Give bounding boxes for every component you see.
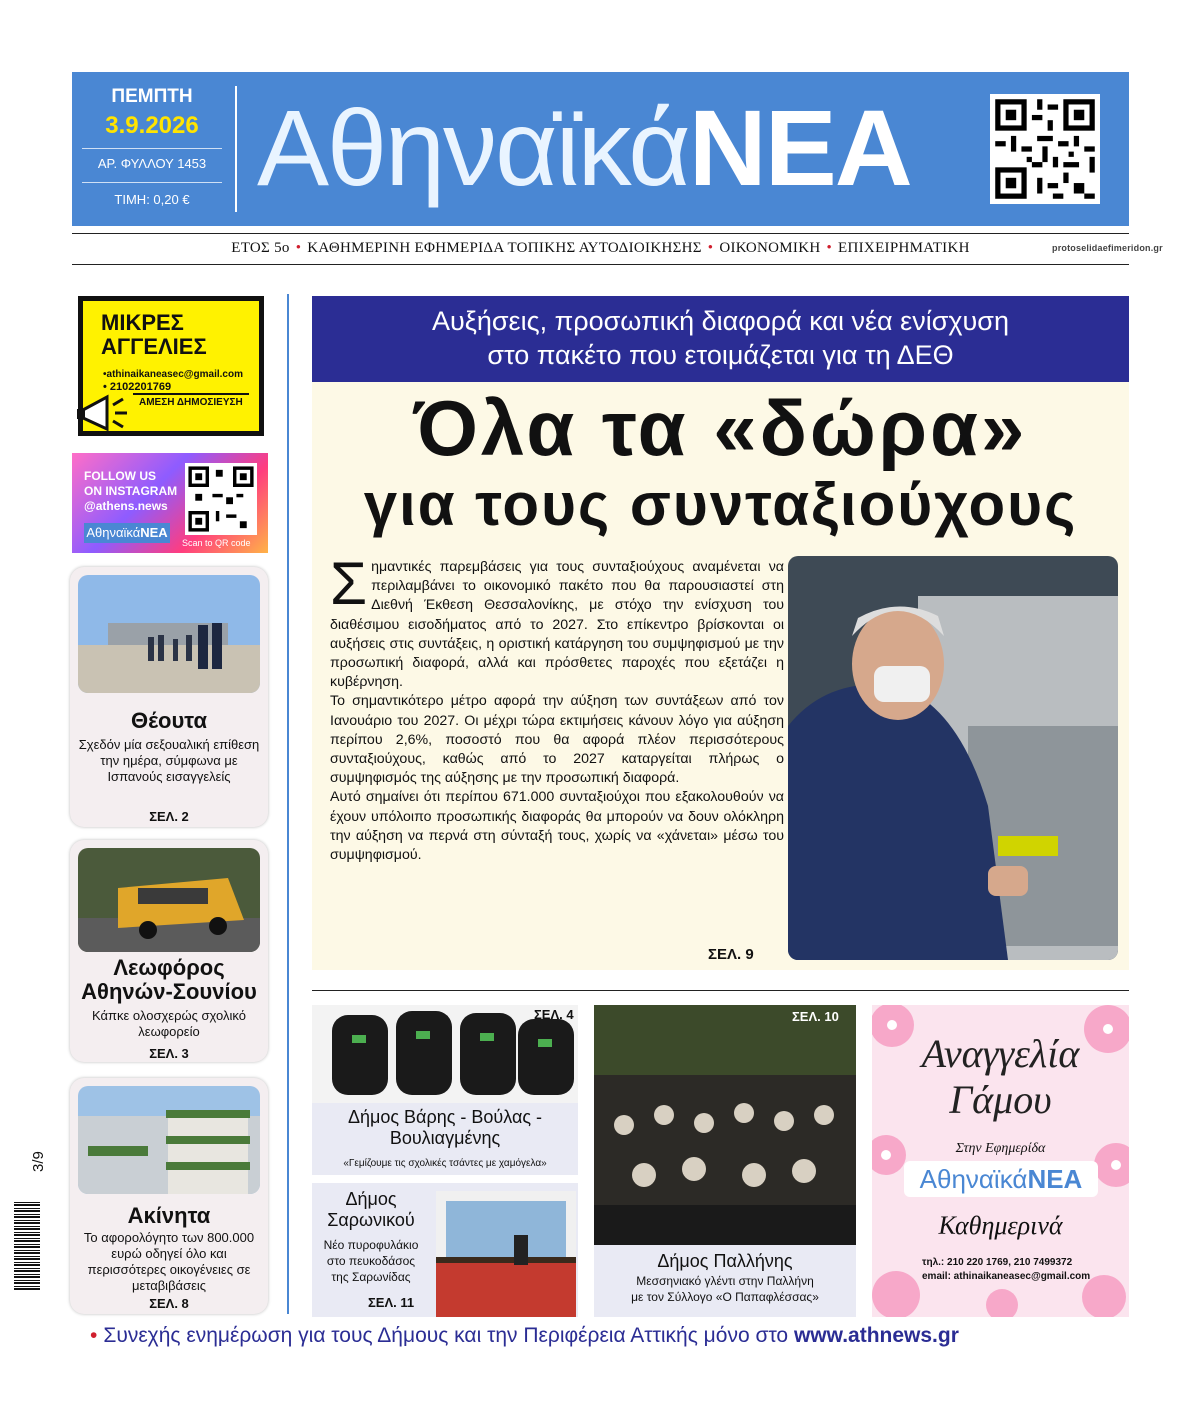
divider bbox=[72, 264, 1129, 265]
issue-number: ΑΡ. ΦΥΛΛΟΥ 1453 bbox=[97, 156, 207, 171]
issue-date: 3.9.2026 bbox=[105, 112, 199, 139]
story-paragraph: Αυτό σημαίνει ότι περίπου 671.000 συνταξιούχοι που εξακολουθούν να έχουν υπόλοιπο προσωπικής διαφοράς θα μπορούν να δουν ολόκληρη την αύξηση να περνά στη σύνταξή τους, χωρίς να «χάνεται» μέσω του συμψηφισμού. bbox=[330, 789, 784, 864]
side-story-text: Το αφορολόγητο των 800.000 ευρώ οδηγεί όλο και περισσότερες οικογένειες σε μεταβιβάσεις bbox=[83, 1230, 255, 1293]
classifieds-badge: ΑΜΕΣΗ ΔΗΜΟΣΙΕΥΣΗ bbox=[133, 393, 249, 410]
kicker-line: Αυξήσεις, προσωπική διαφορά και νέα ενίσχυση bbox=[432, 306, 1009, 336]
page-ref: ΣΕΛ. 8 bbox=[149, 1296, 189, 1311]
instagram-line: ON INSTAGRAM bbox=[84, 484, 178, 498]
page-ref: ΣΕΛ. 3 bbox=[149, 1046, 189, 1061]
divider bbox=[312, 990, 1129, 991]
logo-bold: ΝΕΑ bbox=[1027, 1164, 1083, 1194]
side-story-text: Σχεδόν μία σεξουαλική επίθεση την ημέρα, σύμφωνα με Ισπανούς εισαγγελείς bbox=[78, 737, 260, 784]
wedding-note: Στην Εφημερίδα bbox=[955, 1141, 1046, 1156]
classifieds-box bbox=[78, 296, 264, 436]
classifieds-email: •athinaikaneasec@gmail.com bbox=[103, 369, 243, 380]
barcode-icon bbox=[14, 1200, 40, 1290]
side-story-photo bbox=[78, 1086, 260, 1194]
kicker-line: στο πακέτο που ετοιμάζεται για τη ΔΕΘ bbox=[487, 340, 954, 370]
megaphone-icon bbox=[77, 391, 129, 435]
wedding-title bbox=[872, 1031, 1129, 1123]
bottom-story-subtitle bbox=[594, 1273, 856, 1305]
main-headline: Όλα τα «δώρα» bbox=[413, 384, 1028, 472]
instagram-promo[interactable] bbox=[72, 453, 268, 553]
main-story-body bbox=[330, 550, 784, 865]
bullet-icon: • bbox=[826, 240, 833, 256]
newspaper-logo-small bbox=[84, 523, 170, 543]
wedding-title-line: Γάμου bbox=[949, 1077, 1052, 1122]
instagram-handle: @athens.news bbox=[84, 499, 168, 513]
side-story-photo bbox=[78, 575, 260, 693]
tagline bbox=[72, 240, 1129, 257]
classifieds-title-line: ΑΓΓΕΛΙΕΣ bbox=[101, 334, 207, 359]
bottom-story-saronikos[interactable] bbox=[312, 1183, 578, 1317]
issue-info bbox=[72, 72, 232, 226]
tagline-item: ΕΠΙΧΕΙΡΗΜΑΤΙΚΗ bbox=[838, 240, 970, 256]
bullet-icon: • bbox=[707, 240, 714, 256]
instagram-scan-hint: Scan to QR code bbox=[182, 538, 251, 548]
masthead bbox=[72, 72, 1129, 226]
bottom-story-title: Δήμος Βάρης - Βούλας - Βουλιαγμένης bbox=[347, 1107, 543, 1148]
wedding-email: email: athinaikaneasec@gmail.com bbox=[922, 1271, 1091, 1282]
footer-banner bbox=[90, 1324, 1130, 1348]
divider bbox=[72, 233, 1129, 234]
tagline-item: ΕΤΟΣ 5ο bbox=[231, 240, 290, 256]
page-ref: ΣΕΛ. 4 bbox=[534, 1007, 574, 1022]
logo-light: Αθηναϊκά bbox=[919, 1164, 1028, 1194]
qr-code-icon bbox=[990, 94, 1100, 204]
side-story-text: Κάπκε ολοσχερώς σχολικό λεωφορείο bbox=[92, 1008, 246, 1039]
bullet-icon: • bbox=[90, 1324, 98, 1347]
page-ref: ΣΕΛ. 2 bbox=[149, 809, 189, 824]
side-story-card[interactable] bbox=[70, 1078, 268, 1314]
subtitle-line: με τον Σύλλογο «Ο Παπαφλέσσας» bbox=[631, 1290, 819, 1304]
instagram-line: FOLLOW US bbox=[84, 469, 156, 483]
instagram-text bbox=[84, 469, 177, 514]
subtitle-line: Μεσσηνιακό γλέντι στην Παλλήνη bbox=[636, 1274, 814, 1288]
classifieds-phone: • 2102201769 bbox=[103, 381, 172, 393]
source-watermark: protoselidaefimeridon.gr bbox=[1052, 243, 1163, 253]
issue-day: ΠΕΜΠΤΗ bbox=[111, 86, 193, 107]
side-story-title: Θέουτα bbox=[130, 708, 207, 733]
main-story-photo bbox=[788, 556, 1118, 960]
logo-light: Αθηναϊκά bbox=[86, 525, 141, 540]
bottom-story-photo bbox=[594, 1005, 856, 1245]
newspaper-logo bbox=[257, 78, 967, 218]
side-story-card[interactable] bbox=[70, 840, 268, 1062]
issue-price: ΤΙΜΗ: 0,20 € bbox=[114, 192, 190, 207]
bottom-story-subtitle: «Γεμίζουμε τις σχολικές τσάντες με χαμόγελα» bbox=[343, 1158, 547, 1169]
drop-cap: Σ bbox=[330, 550, 368, 617]
story-paragraph: Το σημαντικότερο μέτρο αφορά την αύξηση των συντάξεων από τον Ιανουάριο του 2027. Οι μέχρι τώρα εκτιμήσεις κάνουν λόγο για αύξηση περίπου 2,6%, ποσοστό που θα αφορά πλέον περισσότερους συνταξιούχους, καθώς από το 2027 καταργείται πλήρως ο συμψηφισμός της αύξησης με την προσωπική διαφορά. bbox=[330, 693, 784, 787]
story-paragraph: ημαντικές παρεμβάσεις για τους συνταξιούχους αναμένεται να περιλαμβάνει το οικονομικό πακέτο που θα παρουσιαστεί στη Διεθνή Έκθεση Θεσσαλονίκης, με στόχο την ενίσχυση του διαθέσιμου εισοδήματος από το 2027. Στο επίκεντρο βρίσκονται οι αυξήσεις στις συντάξεις, η οριστική κατάργηση του συμψηφισμού με την προσωπική διαφορά, αλλά και πρόσθετες παροχές που εξετάζει η κυβέρνηση. bbox=[330, 559, 784, 691]
tagline-item: ΚΑΘΗΜΕΡΙΝΗ ΕΦΗΜΕΡΙΔΑ ΤΟΠΙΚΗΣ ΑΥΤΟΔΙΟΙΚΗΣΗΣ bbox=[307, 240, 702, 256]
logo-bold: ΝΕΑ bbox=[688, 87, 911, 208]
spine-date: 3/9 bbox=[30, 1151, 47, 1172]
bottom-story-title: Δήμος Σαρωνικού bbox=[327, 1189, 415, 1230]
side-story-card[interactable] bbox=[70, 567, 268, 827]
qr-code-icon bbox=[185, 463, 257, 535]
tagline-item: ΟΙΚΟΝΟΜΙΚΗ bbox=[719, 240, 821, 256]
logo-light: Αθηναϊκά bbox=[257, 87, 689, 208]
side-story-photo bbox=[78, 848, 260, 952]
classifieds-title bbox=[101, 311, 207, 359]
page-ref: ΣΕΛ. 9 bbox=[708, 946, 754, 963]
side-story-title: Λεωφόρος Αθηνών-Σουνίου bbox=[81, 955, 257, 1004]
divider bbox=[82, 182, 222, 183]
footer-link[interactable]: www.athnews.gr bbox=[793, 1324, 959, 1347]
side-story-title: Ακίνητα bbox=[127, 1203, 211, 1228]
page-ref: ΣΕΛ. 11 bbox=[368, 1295, 415, 1310]
main-story bbox=[312, 382, 1129, 970]
divider bbox=[235, 86, 237, 212]
page-ref: ΣΕΛ. 10 bbox=[792, 1009, 839, 1024]
wedding-frequency: Καθημερινά bbox=[938, 1211, 1063, 1240]
column-divider bbox=[287, 294, 289, 1314]
divider bbox=[82, 148, 222, 149]
classifieds-title-line: ΜΙΚΡΕΣ bbox=[101, 310, 184, 335]
newspaper-logo-small bbox=[904, 1161, 1098, 1197]
bottom-story-subtitle: Νέο πυροφυλάκιο στο πευκοδάσος της Σαρωνίδας bbox=[323, 1238, 419, 1284]
bottom-story-photo bbox=[436, 1191, 576, 1317]
footer-text: Συνεχής ενημέρωση για τους Δήμους και την Περιφέρεια Αττικής μόνο στο bbox=[103, 1324, 789, 1347]
logo-bold: ΝΕΑ bbox=[140, 525, 168, 540]
wedding-announcement-ad[interactable] bbox=[872, 1005, 1129, 1317]
main-story-kicker bbox=[312, 296, 1129, 382]
bottom-story-pallini[interactable] bbox=[594, 1005, 856, 1317]
wedding-title-line: Αναγγελία bbox=[921, 1031, 1080, 1076]
bullet-icon: • bbox=[295, 240, 302, 256]
bottom-story-title: Δήμος Παλλήνης bbox=[657, 1251, 793, 1271]
main-headline: για τους συνταξιούχους bbox=[363, 471, 1078, 538]
wedding-phone: τηλ.: 210 220 1769, 210 7499372 bbox=[922, 1257, 1073, 1268]
bottom-story-vari[interactable] bbox=[312, 1005, 578, 1175]
